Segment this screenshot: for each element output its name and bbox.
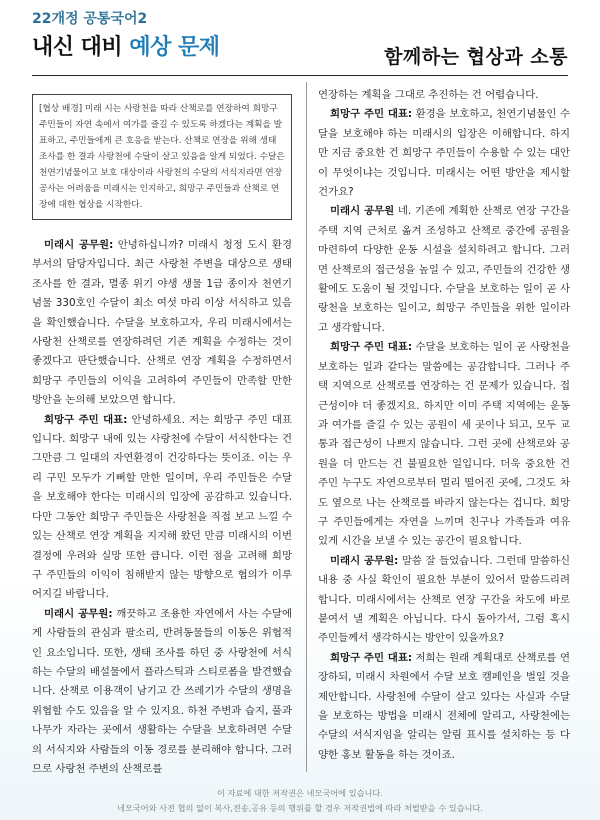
dialogue-paragraph bbox=[318, 649, 570, 765]
speaker-label: 미래시 공무원 bbox=[330, 205, 395, 218]
dialogue-text: 연장하는 계획을 그대로 추진하는 건 어렵습니다. bbox=[318, 89, 539, 101]
dialogue-paragraph bbox=[32, 411, 292, 605]
page-title bbox=[32, 30, 220, 61]
dialogue-text: 네. 기존에 계획한 산책로 연장 구간을 주택 지역 근처로 옮겨 조성하고 산책로 중간에 공원을 마련하여 다양한 운동 시설을 설치하려고 합니다. 그러면 산책로의 접근성을 높일 수 있고, 주민들의 건강한 생활에도 도움이 될 것입니다. 수달을 보호하는 일이 곧 사랑천을 보호하는 일이고, 희망구 주민들을 위한 일이라고 생각합니다. bbox=[318, 205, 570, 334]
course-subtitle: 22개정 공통국어2 bbox=[32, 11, 148, 27]
dialogue-paragraph bbox=[32, 236, 292, 411]
speaker-label: 희망구 주민 대표: bbox=[330, 341, 413, 354]
speaker-label: 미래시 공무원: bbox=[44, 239, 114, 251]
dialogue-text: 깨끗하고 조용한 자연에서 사는 수달에게 사람들의 관심과 팔소리, 반려동물들의 이동은 위협적인 요소입니다. 또한, 생태 조사를 하던 중 사랑천에 서식하는 수달의 배설물에서 플라스틱과 스티로폼을 발견했습니다. 산책로 이용객이 남기고 간 쓰레기가 수달의 생명을 위협할 수도 있음을 알 수 있지요. 하천 주변과 습지, 풀과 나무가 자라는 곳에서 생활하는 수달을 보호하려면 수달의 서식지와 사람들의 이동 경로를 분리해야 합니다. 그러므로 사랑천 주변의 산책로를 bbox=[32, 607, 292, 775]
speaker-label: 미래시 공무원: bbox=[330, 554, 399, 567]
copyright-warning-line: 네모국어와 사전 협의 없이 복사,전송,공유 등의 행위를 할 경우 저작권법에 따라 처벌받을 수 있습니다. bbox=[117, 803, 483, 813]
speaker-label: 미래시 공무원: bbox=[44, 607, 113, 620]
unit-topic: 함께하는 협상과 소통 bbox=[384, 46, 568, 68]
dialogue-continuation bbox=[318, 86, 570, 105]
speaker-label: 희망구 주민 대표: bbox=[330, 108, 413, 121]
dialogue-text: 안녕하세요. 저는 희망구 주민 대표입니다. 희망구 내에 있는 사랑천에 수달이 서식한다는 건 그만큼 그 일대의 자연환경이 건강하다는 뜻이죠. 이는 우리 구민 모두가 기뻐할 만한 일이며, 우리 주민들은 수달을 보호해야 한다는 미래시의 입장에 공감하고 있습니다. 다만 그동안 희망구 주민들은 사랑천을 직접 보고 느낄 수 있는 산책로 연장 계획을 지지해 왔던 만큼 미래시의 이번 결정에 우려와 실망 또한 큽니다. 이런 점을 고려해 희망구 주민들의 이익이 침해받지 않는 방향으로 협의가 이루어지길 바랍니다. bbox=[32, 413, 292, 601]
right-column bbox=[318, 86, 570, 765]
speaker-label: 희망구 주민 대표: bbox=[44, 413, 128, 426]
dialogue-paragraph bbox=[32, 605, 292, 780]
negotiation-background-box: [협상 배경] 미래 시는 사랑천을 따라 산책로를 연장하여 희망구 주민들이 자연 속에서 여가를 즐길 수 있도록 하겠다는 계획을 발표하고, 주민들에게 큰 호응을 받는다. 산책로 연장을 위해 생태 조사를 한 결과 사랑천에 수달이 살고 있음을 알게 되었다. 수달은 천연기념물이고 보호 대상이라 사랑천의 수달의 서식지라면 연장 공사는 어려움을 미래시는 인지하고, 희망구 주민들과 산책로 연장에 대한 협상을 시작한다. bbox=[32, 94, 292, 220]
dialogue-text: 안녕하십니까? 미래시 청정 도시 환경 부서의 담당자입니다. 최근 사랑천 주변을 대상으로 생태 조사를 한 결과, 멸종 위기 야생 생물 1급 종이자 천연기념물 330호인 수달이 최소 여섯 마리 이상 서식하고 있음을 확인했습니다. 수달을 보호하고자, 우리 미래시에서는 사랑천 산책로를 연장하려던 기존 계획을 수정하는 것이 좋겠다고 판단했습니다. 산책로 연장 계획을 수정하면서 희망구 주민들의 이익을 고려하여 주민들이 만족할 만한 방안을 논의해 보았으면 합니다. bbox=[32, 239, 292, 407]
dialogue-paragraph bbox=[318, 105, 570, 202]
copyright-line: 이 자료에 대한 저작권은 네모국어에 있습니다. bbox=[217, 788, 383, 798]
dialogue-text: 말씀 잘 들었습니다. 그런데 말씀하신 내용 중 사실 확인이 필요한 부분이 있어서 말씀드리려 합니다. 미래시에서는 산책로 연장 구간을 차도에 바로 붙여서 낼 계획은 아닙니다. 다시 돌아가서, 그럼 혹시 주민들께서 생각하시는 방안이 있을까요? bbox=[318, 554, 570, 645]
dialogue-text: 환경을 보호하고, 천연기념물인 수달을 보호해야 하는 미래시의 입장은 이해합니다. 하지만 지금 중요한 건 희망구 주민들이 수용할 수 있는 대안이 무엇이냐는 것입니다. 미래시는 어떤 방안을 제시할 건가요? bbox=[318, 108, 570, 199]
copyright-footer bbox=[0, 786, 600, 816]
speaker-label: 희망구 주민 대표: bbox=[330, 651, 413, 664]
left-column bbox=[32, 94, 292, 779]
title-accent: 예상 문제 bbox=[129, 35, 220, 60]
title-plain: 내신 대비 bbox=[32, 35, 130, 60]
column-divider bbox=[306, 82, 307, 772]
dialogue-text: 저희는 원래 계획대로 산책로를 연장하되, 미래시 차원에서 수달 보호 캠페인을 벌일 것을 제안합니다. 사랑천에 수달이 살고 있다는 사실과 수달을 보호하는 방법을 미래시 전체에 알리고, 사랑천에는 수달의 서식지임을 알리는 알림 표시를 설치하는 등 다양한 홍보 활동을 하는 것이죠. bbox=[318, 651, 570, 761]
dialogue-text: 수달을 보호하는 일이 곧 사랑천을 보호하는 일과 같다는 말씀에는 공감합니다. 그러나 주택 지역으로 산책로를 연장하는 건 문제가 있습니다. 접근성이야 더 좋겠지요. 하지만 이미 주택 지역에는 운동과 여가를 즐길 수 있는 공원이 세 곳이나 되고, 모두 교통과 접근성이 나쁘지 않습니다. 그런 곳에 산책로와 공원을 더 만드는 건 불필요한 일입니다. 더욱 중요한 건 주민 누구도 자연으로부터 멀리 떨어진 곳에, 그것도 차도 옆으로 나는 산책로를 바라지 않는다는 겁니다. 희망구 주민들에게는 자연을 느끼며 친구나 가족들과 여유 있게 시간을 보낼 수 있는 공간이 필요합니다. bbox=[318, 341, 570, 548]
dialogue-paragraph bbox=[318, 338, 570, 551]
header bbox=[0, 0, 600, 80]
dialogue-paragraph bbox=[318, 202, 570, 338]
dialogue-paragraph bbox=[318, 552, 570, 649]
header-rule bbox=[32, 75, 568, 76]
